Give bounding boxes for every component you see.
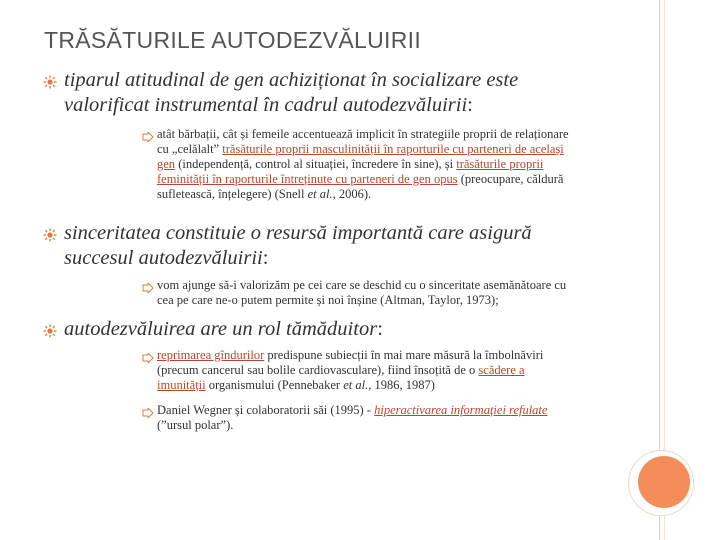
bullet-text: autodezvăluirea are un rol tămăduitor: [64,318,383,340]
arrow-bullet-icon [142,132,154,142]
sub-bullet-text: vom ajunge să-i valorizăm pe cei care se deschid cu o sinceritate asemănătoare cu cea pe care ne-o putem permite și noi înșine (Altman, Taylor, 1973); [157,278,567,307]
arrow-bullet-icon [142,353,154,363]
arrow-bullet-icon [142,283,154,293]
sun-bullet-icon [43,324,57,338]
sun-bullet-icon [43,75,57,89]
bullet-text: tiparul atitudinal de gen achiziționat în socializare este valorificat instrumental în cadrul autodezvăluirii: [64,69,519,116]
arrow-bullet-icon [142,408,154,418]
bullet-text: sinceritatea constituie o resursă importantă care asigură succesul autodezvăluirii: [64,222,532,269]
slide-title: TRĂSĂTURILE AUTODEZVĂLUIRII [44,27,422,53]
decorative-circle [638,456,690,508]
sub-bullet-text: atât bărbații, cât și femeile accentuează implicit în strategiile proprii de relaționare cu „celălalt” trăsăturile proprii masculinității în raporturile cu parteneri de același gen (independență, control al situației, încredere în sine), și trăsăturile proprii feminității în raporturile întreținute cu parteneri de gen opus (preocupare, căldură sufletească, înțelegere) (Snell et al., 2006). [157,127,569,201]
sub-bullet-text: Daniel Wegner și colaboratorii săi (1995) - hiperactivarea informației refulate (”ursul polar”). [157,403,548,432]
sub-bullet-text: reprimarea gîndurilor predispune subiecții în mai mare măsură la îmbolnăviri (precum cancerul sau bolile cardiovasculare), fiind însoțită de o scădere a imunității organismului (Pennebaker et al., 1986, 1987) [157,348,544,392]
sun-bullet-icon [43,228,57,242]
